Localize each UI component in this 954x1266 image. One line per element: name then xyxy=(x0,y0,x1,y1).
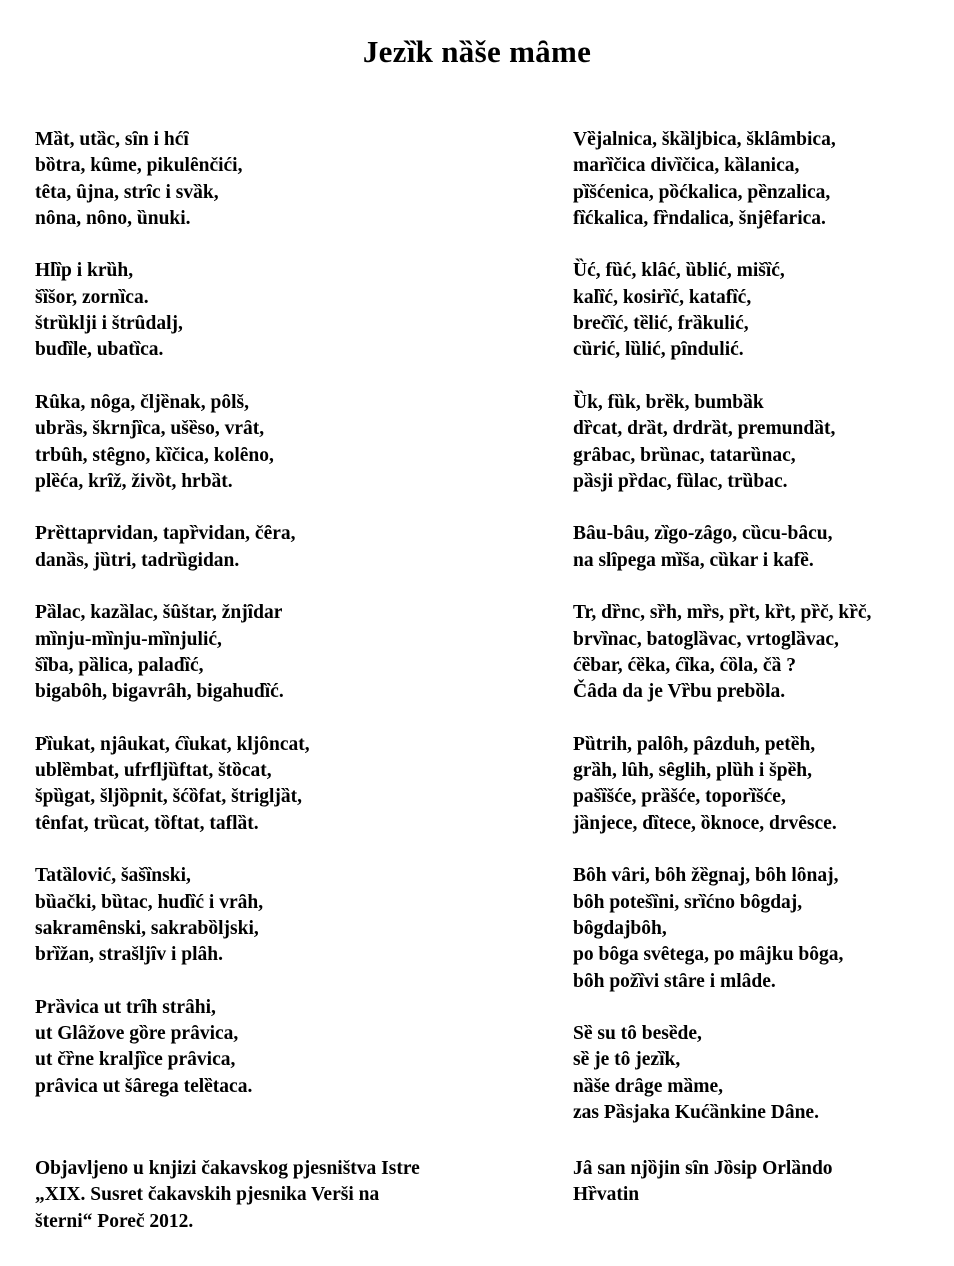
poem-line: grȃbac, brȕnac, tatarȕnac, xyxy=(573,444,796,466)
poem-line: štrȕklji i štrȗdalj, xyxy=(35,313,183,335)
poem-line: bȕački, bȕtac, hudȉć i vrȃh, xyxy=(35,891,264,913)
poem-line: brvȉnac, batoglȁvac, vrtoglȁvac, xyxy=(573,628,839,650)
poem-line: tȇta, ȗjna, strȋc i svȁk, xyxy=(35,181,219,203)
poem-line: Sȅ su tȏ besȅde, xyxy=(573,1023,702,1045)
poem-line: kalȉć, kosirȉć, katafȉć, xyxy=(573,286,752,308)
poem-line: grȁh, lȗh, sȇglih, plȕh i špȅh, xyxy=(573,760,812,782)
stanza xyxy=(573,732,871,837)
poem-line: Tr, dȑnc, sȑh, mȑs, pȑt, kȑt, pȑč, kȑč, xyxy=(573,602,872,624)
poem-line: ut čȑne kraljȉce prȃvica, xyxy=(35,1049,236,1071)
poem-line: špȕgat, šljȍpnit, šćȍfat, štrigljȁt, xyxy=(35,786,303,808)
poem-line: Bȃu-bȃu, zȉgo-zȃgo, cȕcu-bȃcu, xyxy=(573,523,833,545)
poem-line: sȅ je tȏ jezȉk, xyxy=(573,1049,681,1071)
stanza xyxy=(573,521,871,574)
right-column xyxy=(573,127,871,1153)
poem-line: zas Pȁsjaka Kućȁnkine Dȃne. xyxy=(573,1101,819,1123)
poem-line: marȉčica divȉčica, kȁlanica, xyxy=(573,155,800,177)
poem-line: Pȉukat, njȃukat, ćȉukat, kljȏncat, xyxy=(35,733,310,755)
poem-line: bigabȏh, bigavrȃh, bigahudȉć. xyxy=(35,681,284,703)
poem-line: Pȕtrih, palȏh, pȃzduh, petȅh, xyxy=(573,733,816,755)
poem-line: trbȗh, stȇgno, kȉčica, kolȇno, xyxy=(35,444,274,466)
publication-note xyxy=(35,1156,420,1235)
poem-line: jȁnjece, dȉtece, ȍknoce, drvȇsce. xyxy=(573,812,837,834)
poem-line: Tatȁlović, šašȉnski, xyxy=(35,865,191,887)
poem-line: bȍtra, kȗme, pikulȇnčići, xyxy=(35,155,243,177)
stanza xyxy=(35,995,310,1100)
poem-line: budȉle, ubatȉca. xyxy=(35,339,164,361)
poem-title: Jezȉk nȁše mȃme xyxy=(362,34,592,69)
poem-line: šȉšor, zornȉca. xyxy=(35,286,149,308)
poem-line: po bȏga svȇtega, po mȃjku bȏga, xyxy=(573,944,844,966)
poem-line: sakramȇnski, sakrabȍljski, xyxy=(35,917,259,939)
publication-line: „XIX. Susret čakavskih pjesnika Verši na xyxy=(35,1184,380,1206)
poem-line: dȑcat, drȁt, drdrȁt, premundȁt, xyxy=(573,418,836,440)
stanza xyxy=(573,863,871,994)
stanza xyxy=(35,863,310,968)
stanza xyxy=(35,127,310,232)
poem-line: ut Glȃžove gȍre prȃvica, xyxy=(35,1023,239,1045)
stanza xyxy=(573,258,871,363)
poem-line: Pȁlac, kazȁlac, šȗštar, žnjȋdar xyxy=(35,602,283,624)
author-signature xyxy=(573,1156,833,1209)
poem-line: tȇnfat, trȕcat, tȍftat, taflȁt. xyxy=(35,812,259,834)
poem-line: prȃvica ut šȃrega telȅtaca. xyxy=(35,1075,253,1097)
stanza xyxy=(573,127,871,232)
poem-line: na slȋpega mȉša, cȕkar i kafȅ. xyxy=(573,549,814,571)
poem-line: Prȁvica ut trȋh strȃhi, xyxy=(35,996,216,1018)
poem-line: ubrȁs, škrnjȉca, ušȅso, vrȃt, xyxy=(35,418,265,440)
poem-line: nȏna, nȏno, ȕnuki. xyxy=(35,207,191,229)
publication-line: Objavljeno u knjizi čakavskog pjesništva Istre xyxy=(35,1158,420,1179)
stanza xyxy=(573,600,871,705)
stanza xyxy=(35,600,310,705)
poem-line: pašȉšće, prȁšće, toporȉšće, xyxy=(573,786,786,808)
publication-line: šterni“ Poreč 2012. xyxy=(35,1210,194,1232)
poem-line: Vȅjalnica, škȁljbica, šklȃmbica, xyxy=(573,129,836,150)
stanza xyxy=(35,390,310,495)
poem-line: šȉba, pȁlica, paladȉć, xyxy=(35,654,204,676)
stanza xyxy=(35,521,310,574)
poem-line: plȅća, krȋž, živȍt, hrbȁt. xyxy=(35,470,233,492)
stanza xyxy=(573,390,871,495)
poem-line: Ȕk, fȕk, brȅk, bumbȁk xyxy=(573,391,764,413)
stanza xyxy=(573,1021,871,1126)
poem-line: Ȕć, fȕć, klȃć, ȕblić, mišȉć, xyxy=(573,260,785,282)
poem-line: pȁsji pȑdac, fȕlac, trȕbac. xyxy=(573,470,788,492)
poem-line: Bȏh vȃri, bȏh žȅgnaj, bȏh lȏnaj, xyxy=(573,865,839,887)
poem-line: brečȉć, tȅlić, frȁkulić, xyxy=(573,313,749,335)
poem-line: ćȅbar, ćȅka, ćȉka, ćȍla, čȁ ? xyxy=(573,654,796,676)
poem-line: pȉšćenica, pȍćkalica, pȅnzalica, xyxy=(573,181,831,203)
poem-line: bȏh potešȉni, srȉćno bȏgdaj, xyxy=(573,891,803,913)
left-column xyxy=(35,127,310,1126)
poem-line: Hlȉp i krȕh, xyxy=(35,260,134,282)
poem-line: bȏgdajbȏh, xyxy=(573,917,667,939)
poem-line: Čȃda da je Vȑbu prebȍla. xyxy=(573,681,786,703)
poem-line: fȉćkalica, fȑndalica, šnjȇfarica. xyxy=(573,207,826,229)
signature-line: Jȃ san njȍjin sȋn Jȍsip Orlȁndo xyxy=(573,1158,833,1179)
poem-line: brȉžan, strašljȋv i plȃh. xyxy=(35,944,223,966)
poem-line: cȕrić, lȕlić, pȋndulić. xyxy=(573,339,744,361)
poem-line: Prȅttaprvidan, tapȑvidan, čȇra, xyxy=(35,523,296,545)
poem-line: ublȅmbat, ufrfljȕftat, štȍcat, xyxy=(35,760,272,782)
poem-line: mȉnju-mȉnju-mȉnjulić, xyxy=(35,628,222,650)
poem-line: Mȁt, utȁc, sȋn i hćȋ xyxy=(35,129,189,150)
poem-line: bȏh požȉvi stȃre i mlȃde. xyxy=(573,970,776,992)
poem-line: Rȗka, nȏga, čljȅnak, pȏlš, xyxy=(35,391,250,413)
signature-line: Hȑvatin xyxy=(573,1184,640,1206)
poem-line: danȁs, jȕtri, tadrȕgidan. xyxy=(35,549,240,571)
poem-line: nȁše drȃge mȁme, xyxy=(573,1075,724,1097)
stanza xyxy=(35,732,310,837)
stanza xyxy=(35,258,310,363)
